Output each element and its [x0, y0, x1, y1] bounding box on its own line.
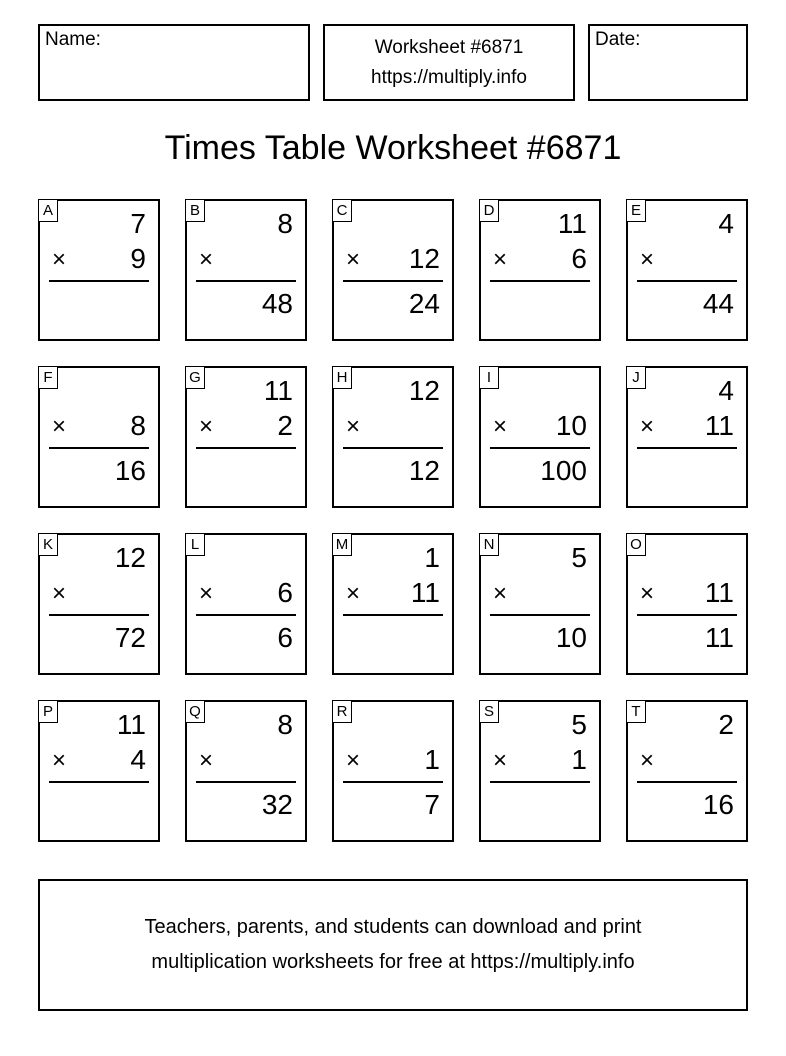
problem-card-e [626, 199, 748, 341]
problem-card-o [626, 533, 748, 675]
answer-rule [49, 447, 149, 449]
problem-letter: B [185, 199, 205, 222]
problem-card-p [38, 700, 160, 842]
date-label: Date: [595, 29, 641, 50]
answer-rule [490, 614, 590, 616]
problem-letter: D [479, 199, 499, 222]
answer-rule [196, 781, 296, 783]
multiplier: 11 [410, 577, 440, 608]
problem-card-m [332, 533, 454, 675]
problem-letter: O [626, 533, 646, 556]
date-box[interactable] [588, 24, 748, 101]
problem-letter: S [479, 700, 499, 723]
answer-rule [343, 781, 443, 783]
product: 24 [408, 288, 440, 319]
answer-rule [196, 280, 296, 282]
times-sign: × [199, 413, 214, 440]
problem-letter: C [332, 199, 352, 222]
problem-letter: H [332, 366, 352, 389]
answer-rule [49, 280, 149, 282]
times-sign: × [346, 413, 361, 440]
product: 10 [555, 622, 587, 653]
name-box[interactable] [38, 24, 310, 101]
product: 48 [261, 288, 293, 319]
problem-letter: A [38, 199, 58, 222]
answer-rule [637, 614, 737, 616]
problem-card-d [479, 199, 601, 341]
answer-rule [637, 280, 737, 282]
problem-card-n [479, 533, 601, 675]
problem-card-i [479, 366, 601, 508]
times-sign: × [493, 246, 508, 273]
multiplicand: 4 [718, 208, 734, 239]
answer-rule [49, 614, 149, 616]
times-sign: × [52, 246, 67, 273]
product: 6 [277, 622, 293, 653]
worksheet-id-box [323, 24, 575, 101]
times-sign: × [640, 747, 655, 774]
multiplier: 1 [571, 744, 587, 775]
problem-card-l [185, 533, 307, 675]
multiplicand: 2 [718, 709, 734, 740]
product: 16 [702, 789, 734, 820]
problem-card-j [626, 366, 748, 508]
multiplicand: 8 [277, 709, 293, 740]
multiplicand: 8 [277, 208, 293, 239]
problem-letter: E [626, 199, 646, 222]
answer-rule [196, 447, 296, 449]
product: 32 [261, 789, 293, 820]
problem-letter: J [626, 366, 646, 389]
problem-letter: L [185, 533, 205, 556]
multiplicand: 12 [408, 375, 440, 406]
answer-rule [490, 781, 590, 783]
worksheet-url: https://multiply.info [371, 66, 527, 88]
problem-card-s [479, 700, 601, 842]
times-sign: × [493, 580, 508, 607]
problem-card-c [332, 199, 454, 341]
multiplier: 6 [277, 577, 293, 608]
problem-letter: F [38, 366, 58, 389]
answer-rule [490, 447, 590, 449]
problem-letter: P [38, 700, 58, 723]
multiplier: 2 [277, 410, 293, 441]
product: 16 [114, 455, 146, 486]
times-sign: × [346, 580, 361, 607]
times-sign: × [640, 246, 655, 273]
multiplicand: 11 [557, 208, 587, 239]
multiplier: 10 [555, 410, 587, 441]
answer-rule [49, 781, 149, 783]
problem-letter: K [38, 533, 58, 556]
name-label: Name: [45, 29, 101, 50]
multiplicand: 4 [718, 375, 734, 406]
multiplicand: 5 [571, 542, 587, 573]
problem-card-t [626, 700, 748, 842]
footer-line-1: Teachers, parents, and students can download and print [144, 916, 642, 938]
problem-letter: M [332, 533, 352, 556]
times-sign: × [640, 580, 655, 607]
problem-letter: T [626, 700, 646, 723]
product: 44 [702, 288, 734, 319]
multiplier: 8 [130, 410, 146, 441]
problem-letter: Q [185, 700, 205, 723]
problem-card-g [185, 366, 307, 508]
answer-rule [637, 447, 737, 449]
times-sign: × [640, 413, 655, 440]
product: 72 [114, 622, 146, 653]
product: 7 [424, 789, 440, 820]
page-title: Times Table Worksheet #6871 [164, 129, 622, 167]
problem-card-h [332, 366, 454, 508]
times-sign: × [346, 747, 361, 774]
multiplier: 9 [130, 243, 146, 274]
times-sign: × [199, 246, 214, 273]
footer-box [38, 879, 748, 1011]
product: 12 [408, 455, 440, 486]
product: 100 [540, 455, 587, 486]
times-sign: × [52, 413, 67, 440]
times-sign: × [493, 413, 508, 440]
multiplicand: 12 [114, 542, 146, 573]
multiplier: 11 [704, 410, 734, 441]
answer-rule [343, 280, 443, 282]
times-sign: × [52, 580, 67, 607]
multiplicand: 1 [424, 542, 440, 573]
problem-card-k [38, 533, 160, 675]
problem-card-a [38, 199, 160, 341]
multiplier: 12 [408, 243, 440, 274]
worksheet-label: Worksheet #6871 [374, 36, 524, 58]
answer-rule [343, 447, 443, 449]
answer-rule [196, 614, 296, 616]
problem-letter: I [479, 366, 499, 389]
footer-line-2: multiplication worksheets for free at https://multiply.info [151, 951, 635, 973]
multiplier: 6 [571, 243, 587, 274]
times-sign: × [346, 246, 361, 273]
problem-letter: G [185, 366, 205, 389]
multiplier: 4 [130, 744, 146, 775]
multiplicand: 11 [116, 709, 146, 740]
problem-card-f [38, 366, 160, 508]
times-sign: × [52, 747, 67, 774]
times-sign: × [493, 747, 508, 774]
multiplier: 11 [704, 577, 734, 608]
problem-card-r [332, 700, 454, 842]
times-sign: × [199, 580, 214, 607]
problem-card-q [185, 700, 307, 842]
answer-rule [637, 781, 737, 783]
answer-rule [343, 614, 443, 616]
multiplier: 1 [424, 744, 440, 775]
multiplicand: 5 [571, 709, 587, 740]
product: 11 [704, 622, 734, 653]
answer-rule [490, 280, 590, 282]
multiplicand: 11 [263, 375, 293, 406]
multiplicand: 7 [130, 208, 146, 239]
problem-card-b [185, 199, 307, 341]
problem-letter: N [479, 533, 499, 556]
problem-letter: R [332, 700, 352, 723]
times-sign: × [199, 747, 214, 774]
